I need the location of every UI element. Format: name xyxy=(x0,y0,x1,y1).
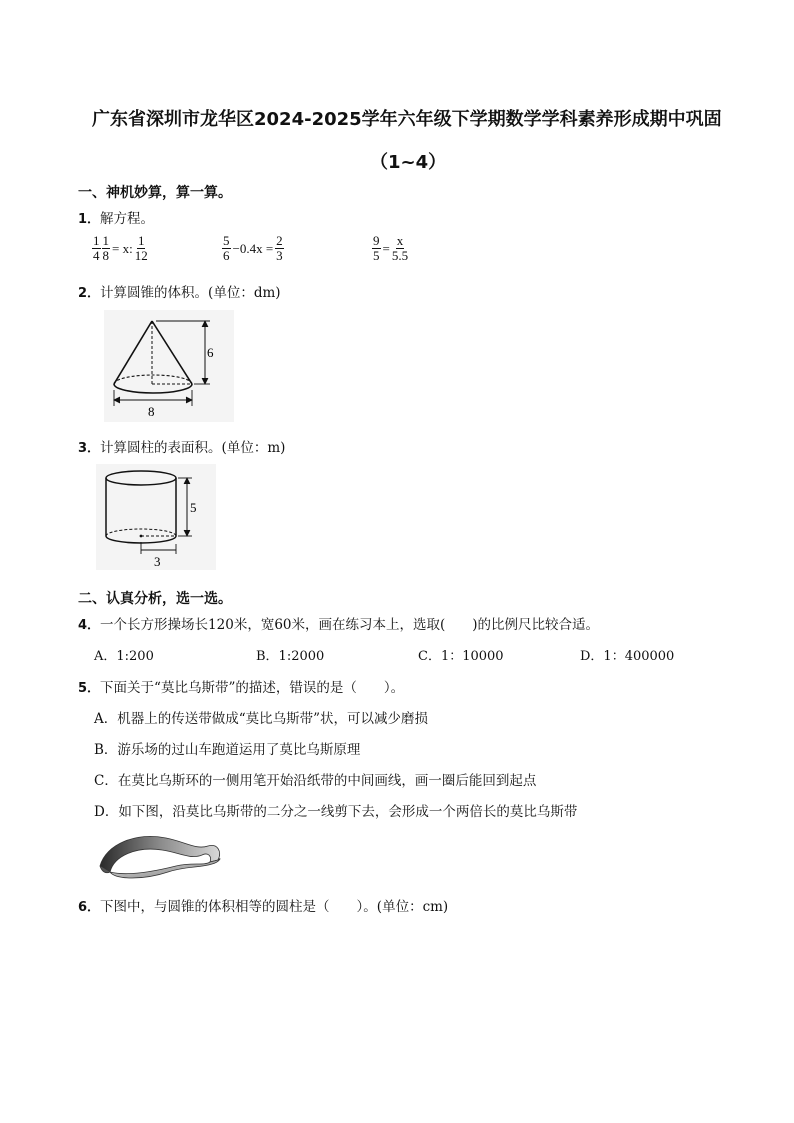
question-text: 解方程。 xyxy=(100,211,155,227)
fraction: $\frac{2}{3}$ xyxy=(276,233,283,263)
question-4 xyxy=(78,613,599,633)
exam-title-subtitle: （1~4） xyxy=(370,152,447,173)
option-d[interactable]: D．如下图，沿莫比乌斯带的二分之一线剪下去，会形成一个两倍长的莫比乌斯带 xyxy=(94,804,578,820)
question-number: 3． xyxy=(78,441,101,456)
equation-operator: −0.4x = xyxy=(232,240,274,256)
question-2 xyxy=(78,281,281,301)
option-b[interactable]: B．游乐场的过山车跑道运用了莫比乌斯原理 xyxy=(94,742,361,758)
question-6 xyxy=(78,895,448,915)
mobius-band-top xyxy=(100,836,220,872)
mobius-band-bottom xyxy=(110,859,220,878)
question-number: 5． xyxy=(78,681,101,696)
fraction: $\frac{1}{8}$ xyxy=(102,233,109,263)
cone-diameter-label: 8 xyxy=(148,404,155,419)
fraction: $\frac{9}{5}$ xyxy=(373,233,380,263)
cone-height-label: 6 xyxy=(207,345,214,360)
option-c[interactable]: C．在莫比乌斯环的一侧用笔开始沿纸带的中间画线，画一圈后能回到起点 xyxy=(94,773,537,789)
mobius-strip-image xyxy=(96,826,226,884)
option-a[interactable]: A．机器上的传送带做成“莫比乌斯带”状，可以减少磨损 xyxy=(94,711,429,727)
cylinder-height-label: 5 xyxy=(190,500,197,515)
option-c[interactable]: C．1：10000 xyxy=(418,649,504,664)
section-heading-1: 一、神机妙算，算一算。 xyxy=(78,185,232,201)
cylinder-figure xyxy=(96,464,216,570)
fraction: $\frac{x}{5.5}$ xyxy=(391,233,409,263)
equation-operator: = x: xyxy=(112,240,133,256)
fraction: $\frac{1}{4}$ xyxy=(93,233,100,263)
equation-2 xyxy=(222,234,284,263)
question-text: 一个长方形操场长120米，宽60米，画在练习本上，选取( )的比例尺比较合适。 xyxy=(100,617,600,633)
question-5 xyxy=(78,676,404,696)
question-text: 计算圆柱的表面积。(单位：m) xyxy=(100,440,286,456)
section-heading-2: 二、认真分析，选一选。 xyxy=(78,591,232,607)
question-number: 2． xyxy=(78,286,101,301)
equation-3 xyxy=(372,234,408,263)
question-text: 下面关于“莫比乌斯带”的描述，错误的是（ ）。 xyxy=(100,680,405,696)
equation-1 xyxy=(92,234,148,263)
question-number: 4． xyxy=(78,618,101,633)
question-number: 6． xyxy=(78,900,101,915)
equation-operator: = xyxy=(382,240,390,256)
option-a[interactable]: A．1:200 xyxy=(94,649,154,664)
question-3 xyxy=(78,436,285,456)
option-b[interactable]: B．1:2000 xyxy=(256,649,325,664)
question-text: 下图中，与圆锥的体积相等的圆柱是（ ）。(单位：cm) xyxy=(100,899,449,915)
exam-title: 广东省深圳市龙华区2024-2025学年六年级下学期数学学科素养形成期中巩固 xyxy=(92,109,722,130)
question-number: 1． xyxy=(78,212,101,227)
cone-figure xyxy=(104,310,234,422)
center-point xyxy=(140,535,143,538)
cylinder-radius-label: 3 xyxy=(154,554,161,569)
fraction: $\frac{1}{12}$ xyxy=(134,233,148,263)
question-text: 计算圆锥的体积。(单位：dm) xyxy=(100,285,281,301)
question-1 xyxy=(78,207,154,227)
fraction: $\frac{5}{6}$ xyxy=(223,233,230,263)
option-d[interactable]: D．1：400000 xyxy=(580,649,675,664)
